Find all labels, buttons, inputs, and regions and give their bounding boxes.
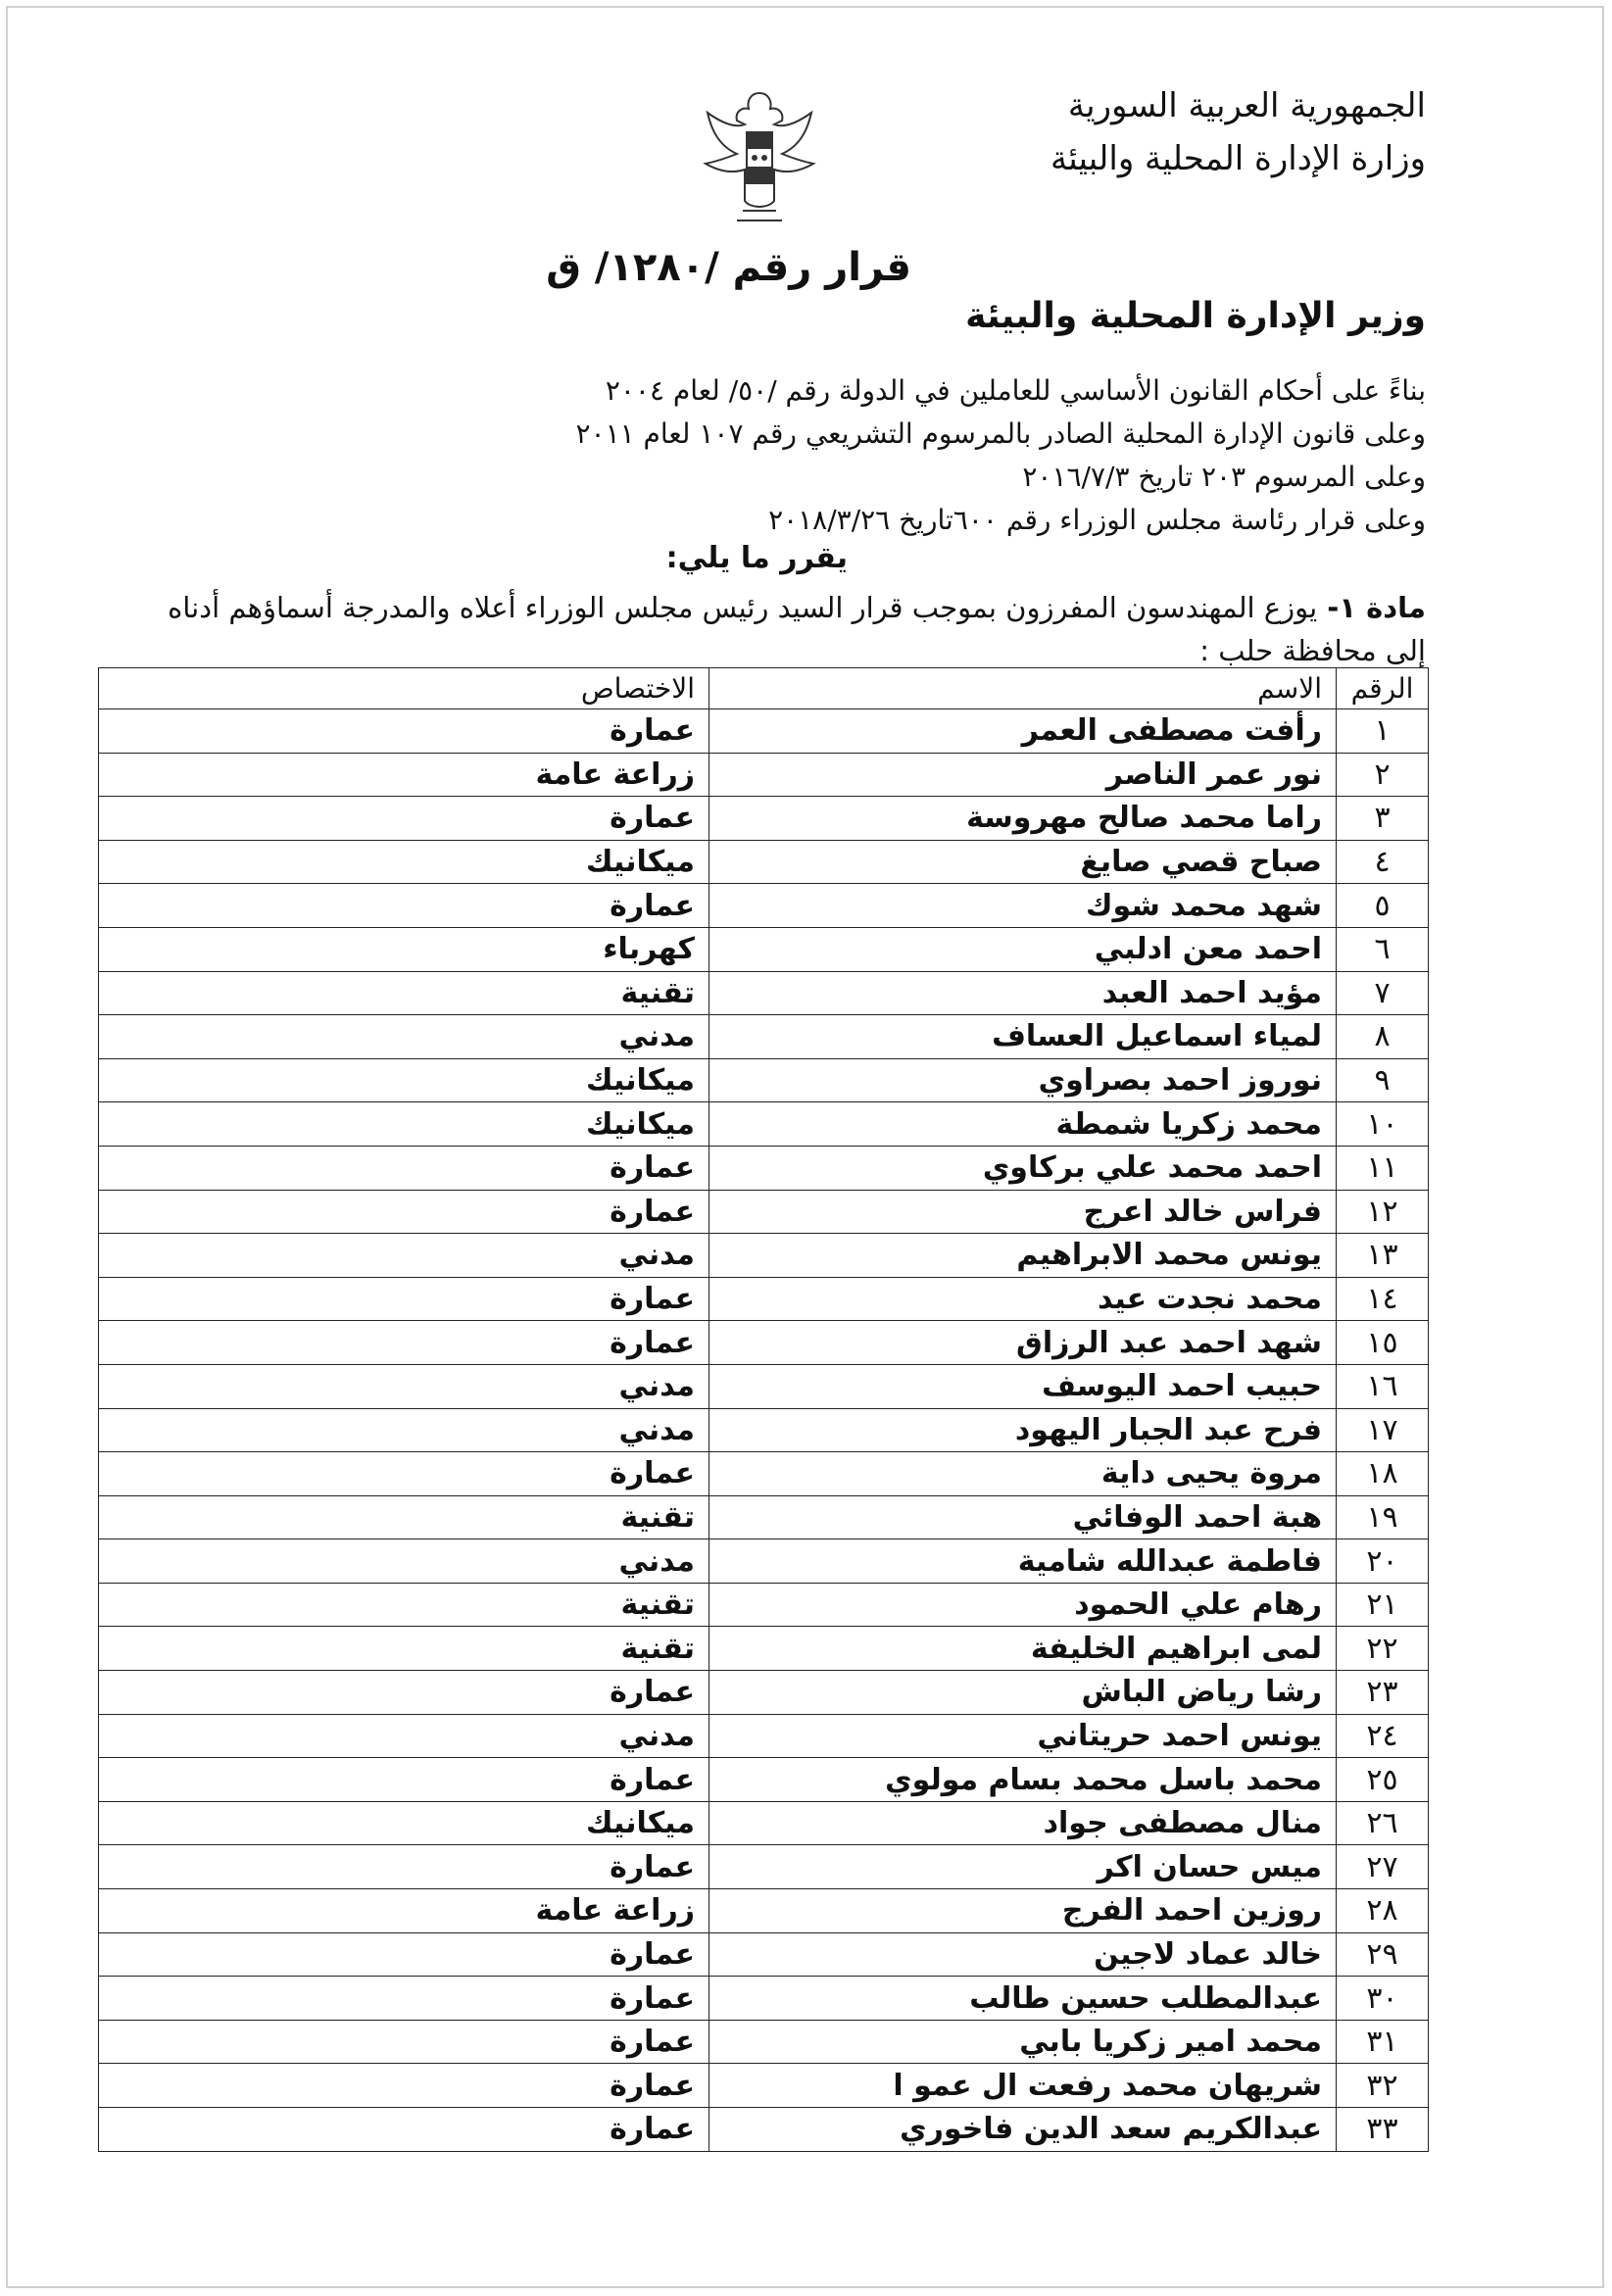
row-specialty: عمارة xyxy=(99,1932,709,1977)
table-row xyxy=(99,1539,1429,1584)
row-specialty: عمارة xyxy=(99,1190,709,1234)
table-row xyxy=(99,753,1429,797)
minister-title: وزير الإدارة المحلية والبيئة xyxy=(965,296,1426,336)
row-name: مؤيد احمد العبد xyxy=(709,971,1337,1015)
row-number: ٦ xyxy=(1337,927,1429,971)
row-specialty: تقنية xyxy=(99,1495,709,1539)
row-name: شهد محمد شوك xyxy=(709,884,1337,928)
row-number: ٢ xyxy=(1337,753,1429,797)
row-number: ١٤ xyxy=(1337,1277,1429,1321)
row-specialty: مدني xyxy=(99,1539,709,1584)
row-name: فرح عبد الجبار اليهود xyxy=(709,1408,1337,1452)
row-specialty: مدني xyxy=(99,1234,709,1278)
table-row xyxy=(99,1977,1429,2021)
row-specialty: زراعة عامة xyxy=(99,1889,709,1933)
row-number: ٣ xyxy=(1337,797,1429,841)
country-name: الجمهورية العربية السورية xyxy=(1067,86,1426,125)
row-specialty: تقنية xyxy=(99,971,709,1015)
row-number: ٢٣ xyxy=(1337,1671,1429,1715)
row-name: فراس خالد اعرج xyxy=(709,1190,1337,1234)
row-number: ١٨ xyxy=(1337,1452,1429,1496)
row-specialty: تقنية xyxy=(99,1627,709,1671)
row-number: ١٠ xyxy=(1337,1102,1429,1147)
table-row xyxy=(99,1058,1429,1102)
ministry-name: وزارة الإدارة المحلية والبيئة xyxy=(1050,139,1426,178)
row-name: روزين احمد الفرج xyxy=(709,1889,1337,1933)
row-name: يونس محمد الابراهيم xyxy=(709,1234,1337,1278)
row-specialty: عمارة xyxy=(99,2020,709,2064)
row-name: شريهان محمد رفعت ال عمو ا xyxy=(709,2064,1337,2108)
row-specialty: مدني xyxy=(99,1015,709,1059)
row-name: احمد معن ادلبي xyxy=(709,927,1337,971)
preamble-line: وعلى قانون الإدارة المحلية الصادر بالمرسوم التشريعي رقم ١٠٧ لعام ٢٠١١ xyxy=(575,417,1426,450)
decides-heading: يقرر ما يلي: xyxy=(665,541,848,575)
row-name: محمد امير زكريا بابي xyxy=(709,2020,1337,2064)
row-name: مروة يحيى داية xyxy=(709,1452,1337,1496)
table-row xyxy=(99,840,1429,884)
table-row xyxy=(99,2108,1429,2152)
row-number: ٩ xyxy=(1337,1058,1429,1102)
row-specialty: عمارة xyxy=(99,1277,709,1321)
article-1 xyxy=(142,586,1426,672)
row-specialty: مدني xyxy=(99,1408,709,1452)
row-name: رهام علي الحمود xyxy=(709,1583,1337,1627)
row-name: هبة احمد الوفائي xyxy=(709,1495,1337,1539)
row-name: نور عمر الناصر xyxy=(709,753,1337,797)
row-specialty: ميكانيك xyxy=(99,1102,709,1147)
table-row xyxy=(99,884,1429,928)
row-number: ٢٤ xyxy=(1337,1714,1429,1758)
table-row xyxy=(99,1495,1429,1539)
table-row xyxy=(99,1146,1429,1190)
table-row xyxy=(99,1932,1429,1977)
decision-number: قرار رقم /١٢٨٠/ ق xyxy=(546,245,911,290)
row-name: شهد احمد عبد الرزاق xyxy=(709,1321,1337,1365)
table-row xyxy=(99,1015,1429,1059)
row-name: لمى ابراهيم الخليفة xyxy=(709,1627,1337,1671)
table-row xyxy=(99,2064,1429,2108)
row-number: ٢٠ xyxy=(1337,1539,1429,1584)
table-row xyxy=(99,1714,1429,1758)
row-specialty: عمارة xyxy=(99,1758,709,1802)
row-specialty: عمارة xyxy=(99,709,709,754)
table-row xyxy=(99,2020,1429,2064)
row-name: فاطمة عبدالله شامية xyxy=(709,1539,1337,1584)
row-specialty: عمارة xyxy=(99,1146,709,1190)
row-name: احمد محمد علي بركاوي xyxy=(709,1146,1337,1190)
article-text: يوزع المهندسون المفرزون بموجب قرار السيد رئيس مجلس الوزراء أعلاه والمدرجة أسماؤهم أدناه إلى محافظة حلب : xyxy=(168,591,1426,667)
row-name: حبيب احمد اليوسف xyxy=(709,1364,1337,1408)
row-number: ٢٦ xyxy=(1337,1801,1429,1845)
table-row xyxy=(99,1845,1429,1889)
row-specialty: عمارة xyxy=(99,884,709,928)
preamble-line: وعلى قرار رئاسة مجلس الوزراء رقم ٦٠٠تاريخ ٢٠١٨/٣/٢٦ xyxy=(768,504,1426,536)
row-number: ٢١ xyxy=(1337,1583,1429,1627)
table-row xyxy=(99,1102,1429,1147)
row-number: ٢٩ xyxy=(1337,1932,1429,1977)
row-name: رأفت مصطفى العمر xyxy=(709,709,1337,754)
row-specialty: مدني xyxy=(99,1364,709,1408)
preamble-line: بناءً على أحكام القانون الأساسي للعاملين في الدولة رقم /٥٠/ لعام ٢٠٠٤ xyxy=(605,374,1426,407)
row-specialty: مدني xyxy=(99,1714,709,1758)
table-row xyxy=(99,927,1429,971)
row-number: ٣٣ xyxy=(1337,2108,1429,2152)
table-row xyxy=(99,1627,1429,1671)
row-specialty: ميكانيك xyxy=(99,840,709,884)
table-row xyxy=(99,1277,1429,1321)
row-name: يونس احمد حريتاني xyxy=(709,1714,1337,1758)
row-specialty: عمارة xyxy=(99,1321,709,1365)
table-row xyxy=(99,1758,1429,1802)
table-row xyxy=(99,797,1429,841)
row-number: ١٢ xyxy=(1337,1190,1429,1234)
row-name: محمد زكريا شمطة xyxy=(709,1102,1337,1147)
row-number: ٢٢ xyxy=(1337,1627,1429,1671)
row-name: ميس حسان اكر xyxy=(709,1845,1337,1889)
row-name: عبدالمطلب حسين طالب xyxy=(709,1977,1337,2021)
row-specialty: ميكانيك xyxy=(99,1058,709,1102)
table-row xyxy=(99,1583,1429,1627)
row-specialty: عمارة xyxy=(99,1845,709,1889)
header-specialty: الاختصاص xyxy=(99,668,709,709)
row-number: ٥ xyxy=(1337,884,1429,928)
row-specialty: زراعة عامة xyxy=(99,753,709,797)
row-specialty: عمارة xyxy=(99,2064,709,2108)
table-header-row xyxy=(99,668,1429,709)
table-row xyxy=(99,1190,1429,1234)
row-specialty: تقنية xyxy=(99,1583,709,1627)
syrian-eagle-emblem-icon xyxy=(686,73,833,240)
row-name: رشا رياض الباش xyxy=(709,1671,1337,1715)
row-number: ١ xyxy=(1337,709,1429,754)
table-row xyxy=(99,1321,1429,1365)
table-row xyxy=(99,1408,1429,1452)
table-row xyxy=(99,709,1429,754)
row-specialty: ميكانيك xyxy=(99,1801,709,1845)
row-number: ٢٨ xyxy=(1337,1889,1429,1933)
row-number: ١١ xyxy=(1337,1146,1429,1190)
row-number: ١٣ xyxy=(1337,1234,1429,1278)
row-specialty: عمارة xyxy=(99,2108,709,2152)
row-specialty: عمارة xyxy=(99,1452,709,1496)
row-name: صباح قصي صايغ xyxy=(709,840,1337,884)
header-number: الرقم xyxy=(1337,668,1429,709)
row-specialty: كهرباء xyxy=(99,927,709,971)
row-name: منال مصطفى جواد xyxy=(709,1801,1337,1845)
row-specialty: عمارة xyxy=(99,1671,709,1715)
engineers-table xyxy=(98,667,1429,2152)
row-number: ١٩ xyxy=(1337,1495,1429,1539)
row-name: محمد باسل محمد بسام مولوي xyxy=(709,1758,1337,1802)
row-name: لمياء اسماعيل العساف xyxy=(709,1015,1337,1059)
row-name: راما محمد صالح مهروسة xyxy=(709,797,1337,841)
row-specialty: عمارة xyxy=(99,1977,709,2021)
table-row xyxy=(99,1801,1429,1845)
row-number: ٣٠ xyxy=(1337,1977,1429,2021)
article-label: مادة ١- xyxy=(1317,591,1426,624)
table-row xyxy=(99,1234,1429,1278)
row-number: ١٧ xyxy=(1337,1408,1429,1452)
row-number: ١٦ xyxy=(1337,1364,1429,1408)
row-number: ٨ xyxy=(1337,1015,1429,1059)
table-row xyxy=(99,1364,1429,1408)
row-number: ١٥ xyxy=(1337,1321,1429,1365)
table-row xyxy=(99,1452,1429,1496)
row-number: ٤ xyxy=(1337,840,1429,884)
row-name: عبدالكريم سعد الدين فاخوري xyxy=(709,2108,1337,2152)
row-name: نوروز احمد بصراوي xyxy=(709,1058,1337,1102)
table-row xyxy=(99,971,1429,1015)
row-number: ٧ xyxy=(1337,971,1429,1015)
row-specialty: عمارة xyxy=(99,797,709,841)
header-name: الاسم xyxy=(709,668,1337,709)
row-name: محمد نجدت عيد xyxy=(709,1277,1337,1321)
row-name: خالد عماد لاجين xyxy=(709,1932,1337,1977)
table-row xyxy=(99,1671,1429,1715)
row-number: ٢٧ xyxy=(1337,1845,1429,1889)
table-row xyxy=(99,1889,1429,1933)
row-number: ٣٢ xyxy=(1337,2064,1429,2108)
preamble-line: وعلى المرسوم ٢٠٣ تاريخ ٢٠١٦/٧/٣ xyxy=(1022,461,1426,493)
table-body xyxy=(99,709,1429,2152)
row-number: ٢٥ xyxy=(1337,1758,1429,1802)
row-number: ٣١ xyxy=(1337,2020,1429,2064)
